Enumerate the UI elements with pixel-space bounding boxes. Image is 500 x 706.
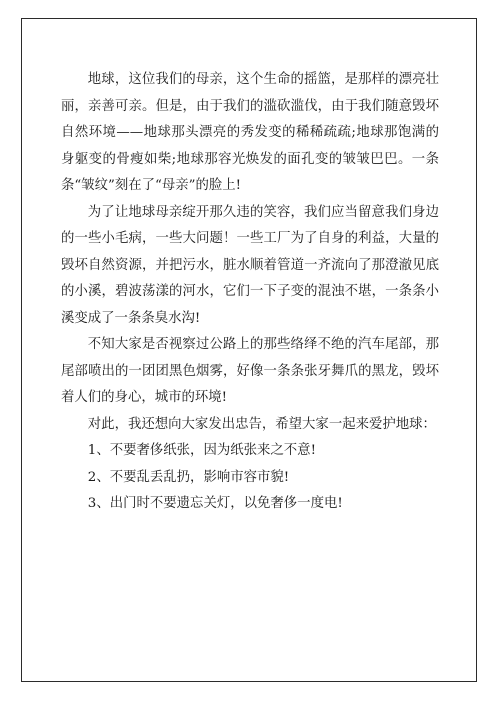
advice-item-2: 2、不要乱丢乱扔，影响市容市貌! [87,469,290,485]
paragraph-car-exhaust: 不知大家是否视察过公路上的那些络绎不绝的汽车尾部，那尾部喷出的一团团黑色烟雾，好像一条条张牙舞爪的黑龙，毁坏着人们的身心，城市的环境! [61,337,439,405]
document-body [61,67,439,518]
paragraph-advice-intro: 对此，我还想向大家发出忠告，希望大家一起来爱护地球： [87,416,436,432]
advice-item-1: 1、不要奢侈纸张，因为纸张来之不意! [87,443,316,458]
advice-item-3: 3、出门时不要遗忘关灯，以免奢侈一度电! [87,496,343,511]
paragraph-earth-mother: 地球，这位我们的母亲，这个生命的摇篮，是那样的漂亮壮丽，亲善可亲。但是，由于我们的滥砍滥伐，由于我们随意毁坏自然环境——地球那头漂亮的秀发变的稀稀疏疏;地球那饱满的身躯变的骨瘦如柴;地球那容光焕发的面孔变的皱皱巴巴。一条条“皱纹”刻在了“母亲”的脸上! [61,72,439,193]
paragraph-pollution-factories: 为了让地球母亲绽开那久违的笑容，我们应当留意我们身边的一些小毛病，一些大问题！一些工厂为了自身的利益，大量的毁坏自然资源，并把污水，脏水顺着管道一齐流向了那澄澈见底的小溪，碧波荡漾的河水，它们一下子变的混浊不堪，一条条小溪变成了一条条臭水沟! [61,204,439,326]
